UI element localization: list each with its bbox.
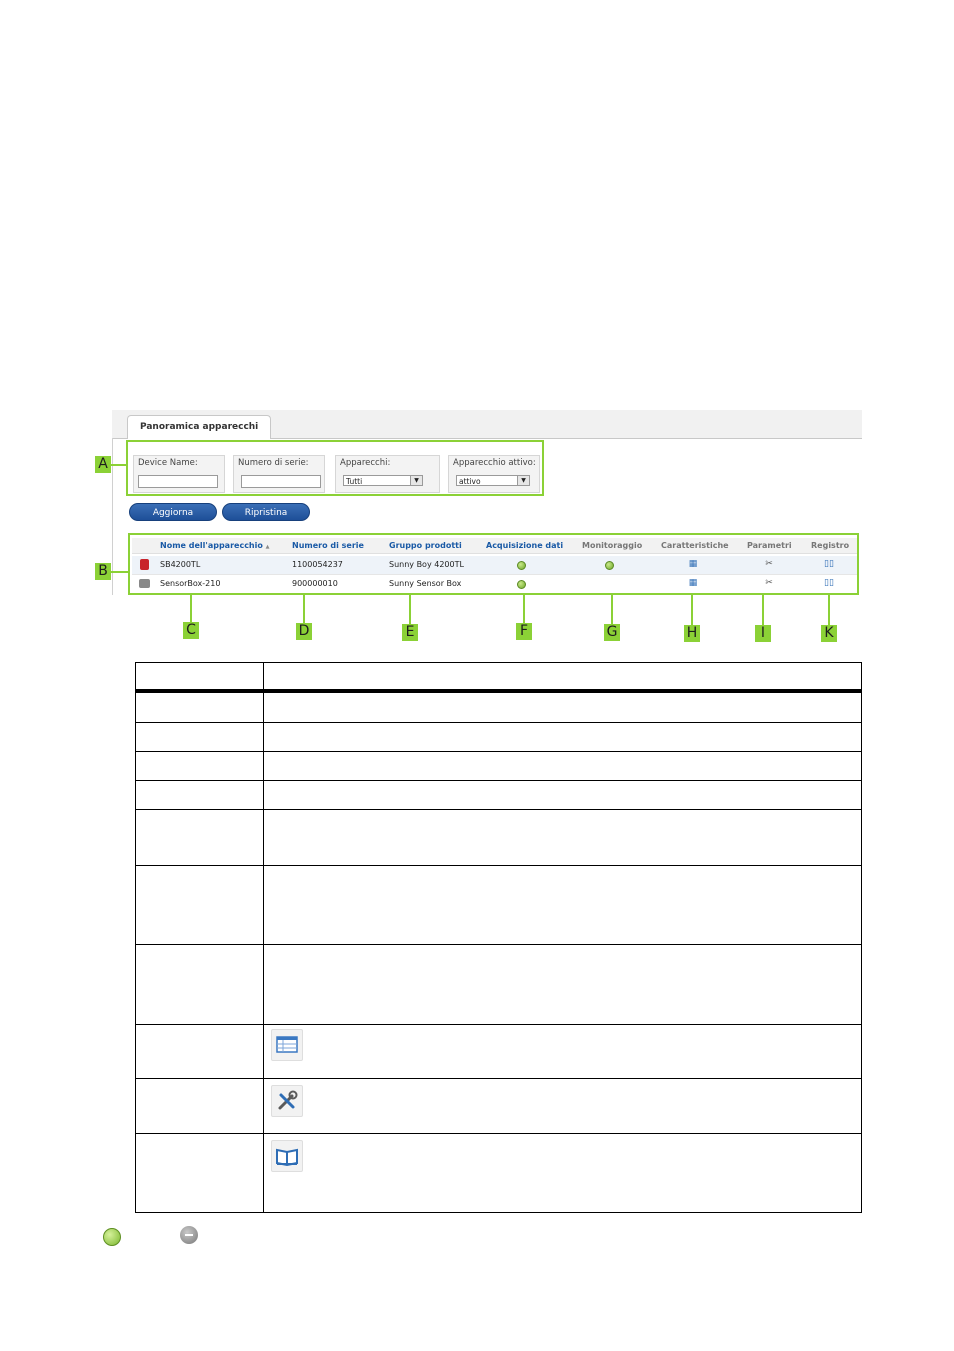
table-row-rule: [135, 1024, 862, 1025]
reset-button[interactable]: Ripristina: [222, 503, 310, 521]
table-row-rule: [135, 751, 862, 752]
book-icon[interactable]: ▯▯: [824, 559, 834, 569]
callout-label-h: H: [684, 625, 700, 642]
table-row-rule: [135, 780, 862, 781]
table-grid-icon[interactable]: ▦: [688, 578, 698, 588]
column-header-properties: Caratteristiche: [661, 541, 729, 550]
callout-label-e: E: [402, 624, 418, 641]
callout-line-k: [828, 594, 830, 625]
callout-line-a: [111, 464, 126, 466]
refresh-button[interactable]: Aggiorna: [129, 503, 217, 521]
column-header-group[interactable]: Gruppo prodotti: [389, 541, 462, 550]
callout-line-h: [691, 594, 693, 625]
table-row-rule: [135, 809, 862, 810]
group-cell: Sunny Sensor Box: [389, 579, 462, 588]
tools-icon: [271, 1085, 303, 1117]
callout-line-c: [190, 594, 192, 622]
filter-label: Apparecchio attivo:: [453, 458, 536, 468]
serial-cell: 1100054237: [292, 560, 343, 569]
table-column-divider: [263, 662, 264, 1213]
tab-device-overview[interactable]: Panoramica apparecchi: [127, 415, 271, 439]
green-status-icon: [103, 1228, 121, 1246]
table-grid-icon: [271, 1029, 303, 1061]
book-icon[interactable]: ▯▯: [824, 578, 834, 588]
callout-line-b: [111, 571, 128, 573]
description-table: [135, 662, 862, 1213]
callout-line-i: [762, 594, 764, 625]
column-header-acquisition[interactable]: Acquisizione dati: [486, 541, 564, 550]
tools-icon[interactable]: ✂: [765, 559, 773, 569]
gray-minus-status-icon: [180, 1226, 198, 1244]
filter-label: Device Name:: [138, 458, 198, 468]
callout-box-a: [126, 440, 544, 496]
callout-label-d: D: [296, 623, 312, 640]
callout-label-i: I: [755, 625, 771, 642]
callout-label-k: K: [821, 625, 837, 642]
callout-label-f: F: [516, 623, 532, 640]
chevron-down-icon[interactable]: ▼: [517, 476, 529, 485]
column-header-name[interactable]: Nome dell'apparecchio ▲: [160, 541, 270, 550]
tab-bar: [112, 410, 862, 439]
tools-icon[interactable]: ✂: [765, 578, 773, 588]
callout-line-g: [611, 594, 613, 624]
column-header-serial[interactable]: Numero di serie: [292, 541, 364, 550]
device-name-cell[interactable]: SensorBox-210: [160, 579, 221, 588]
filter-label: Numero di serie:: [238, 458, 309, 468]
table-row-rule: [135, 1078, 862, 1079]
callout-line-e: [409, 594, 411, 624]
filter-label: Apparecchi:: [340, 458, 391, 468]
callout-label-b: B: [95, 563, 111, 580]
chevron-down-icon[interactable]: ▼: [410, 476, 422, 485]
callout-box-b: [128, 533, 859, 595]
column-header-parameters: Parametri: [747, 541, 792, 550]
sort-asc-icon: ▲: [265, 544, 270, 550]
table-grid-icon[interactable]: ▦: [688, 559, 698, 569]
table-row-rule: [135, 865, 862, 866]
callout-line-f: [523, 594, 525, 623]
serial-cell: 900000010: [292, 579, 338, 588]
callout-label-g: G: [604, 624, 620, 641]
column-header-log: Registro: [811, 541, 850, 550]
table-header-rule: [135, 689, 862, 693]
column-header-monitoring: Monitoraggio: [582, 541, 643, 550]
select-value: attivo: [459, 477, 481, 486]
table-row-rule: [135, 944, 862, 945]
select-value: Tutti: [346, 477, 363, 486]
device-name-cell[interactable]: SB4200TL: [160, 560, 201, 569]
callout-line-d: [303, 594, 305, 623]
table-row-rule: [135, 722, 862, 723]
book-icon: [271, 1140, 303, 1172]
table-row-rule: [135, 1133, 862, 1134]
group-cell: Sunny Boy 4200TL: [389, 560, 464, 569]
callout-label-a: A: [95, 456, 111, 473]
callout-label-c: C: [183, 622, 199, 639]
